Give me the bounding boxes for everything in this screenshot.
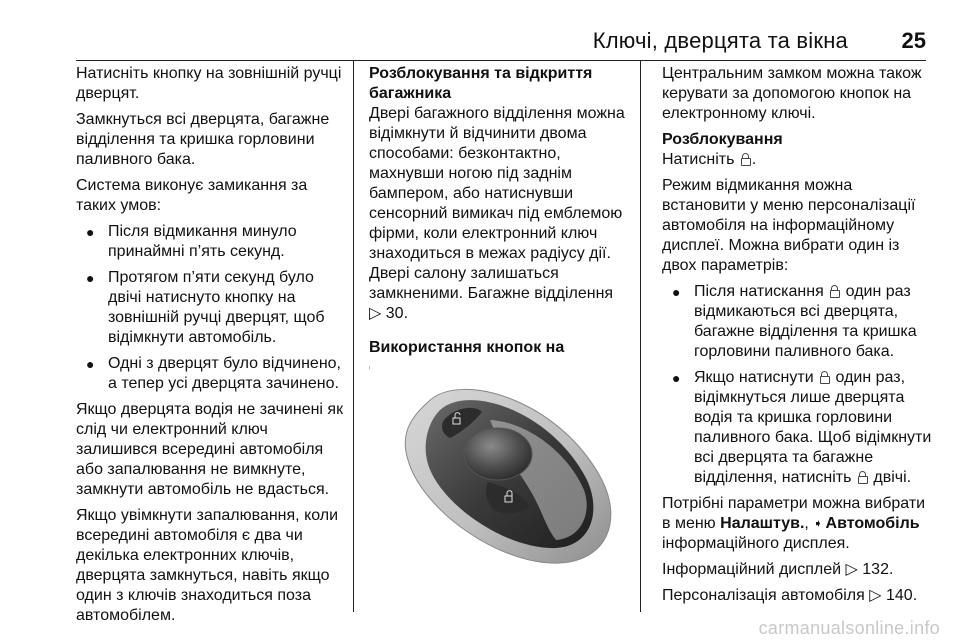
bullet-icon: ● [86,224,95,240]
list-item: ● Протягом п’яти секунд було двічі натиснуто кнопку на зовнішній ручці дверцят, щоб відімкнути автомобіль. [86,269,325,346]
column-divider-2 [640,60,641,612]
column-1 [76,64,348,632]
paragraph: Персоналізація автомобіля ▷ 140. [662,587,918,604]
column-3 [662,64,937,612]
unlock-icon [830,285,839,297]
electronic-key-illustration [370,360,632,570]
paragraph: Режим відмикання можна встановити у меню персоналізації автомобіля на інформаційному дисплеї. Можна вибрати один із двох параметрів: [662,177,916,274]
conditions-list [76,222,348,394]
key-center-knob [464,428,532,480]
paragraph: Потрібні параметри можна вибрати в меню Налаштув., ➧ Автомобіль інформаційного дисплея. [662,495,926,552]
menu-item-settings: Налаштув. [720,515,805,532]
header-divider [76,60,926,61]
page-reference-link[interactable]: 30. [385,305,409,322]
page-number: 25 [901,28,926,53]
unlock-icon [820,371,829,383]
paragraph: Натисніть кнопку на зовнішній ручці дверцят. [76,65,342,102]
paragraph: Інформаційний дисплей ▷ 132. [662,561,894,578]
section-heading: Використання кнопок на [369,339,565,356]
unlock-options-list [662,282,937,488]
triangle-ref-icon: ▷ [869,587,882,604]
bullet-icon: ● [672,284,681,300]
page-reference-link[interactable]: 132. [862,561,894,578]
paragraph: Замкнуться всі дверцята, багажне відділення та кришка горловини паливного бака. [76,111,330,168]
column-2 [369,64,633,378]
paragraph: Якщо дверцята водія не зачинені як слід чи електронний ключ залишився всередині автомобіля або запалювання не вимкнуте, замкнути автомобіль не вдасться. [76,401,344,498]
paragraph: Якщо увімкнути запалювання, коли всередині автомобіля є два чи декілька електронних ключів, дверцята замкнуться, навіть якщо один з ключів знаходиться поза автомобілем. [76,507,339,624]
unlock-icon [741,153,750,165]
bullet-icon: ● [672,370,681,386]
paragraph: Двері багажного відділення можна відімкнути й відчинити двома способами: безконтактно, махнувши ногою під заднім бампером, або натиснувши сенсорний вимикач під емблемою фірми, коли електронний ключ знаходиться в межах радіусу дії. Двері салону залишаться замкненими. Багажне відділення ▷ 30. [369,105,625,322]
paragraph: Натисніть . [662,151,757,168]
paragraph: Система виконує замикання за таких умов: [76,177,308,214]
bullet-icon: ● [86,356,95,372]
chapter-title: Ключі, дверцята та вікна [592,28,848,53]
page-header [0,0,960,60]
list-item: ● Після натискання один раз відмикаються всі дверцята, багажне відділення та кришка горловини паливного бака. [672,283,917,360]
menu-arrow-icon: ➧ [813,518,823,530]
menu-item-vehicle: Автомобіль [825,515,920,532]
page-reference-link[interactable]: 140. [886,587,918,604]
paragraph: Центральним замком можна також керувати за допомогою кнопок на електронному ключі. [662,65,922,122]
column-divider-1 [353,60,354,612]
list-item: ● Якщо натиснути один раз, відімкнуться лише дверцята водія та кришка горловини паливного бака. Щоб відімкнути всі дверцята та багажне відділення, натисніть двічі. [672,369,932,486]
bullet-icon: ● [86,270,95,286]
unlock-icon [858,471,867,483]
watermark: carmanualsonline.info [758,618,940,638]
list-item: ● Після відмикання минуло принаймні п’ять секунд. [86,223,297,260]
triangle-ref-icon: ▷ [369,305,382,322]
section-heading: Розблокування [662,131,783,148]
list-item: ● Одні з дверцят було відчинено, а тепер усі дверцята зачинено. [86,355,341,392]
section-heading: Розблокування та відкриття багажника [369,65,593,102]
triangle-ref-icon: ▷ [845,561,858,578]
